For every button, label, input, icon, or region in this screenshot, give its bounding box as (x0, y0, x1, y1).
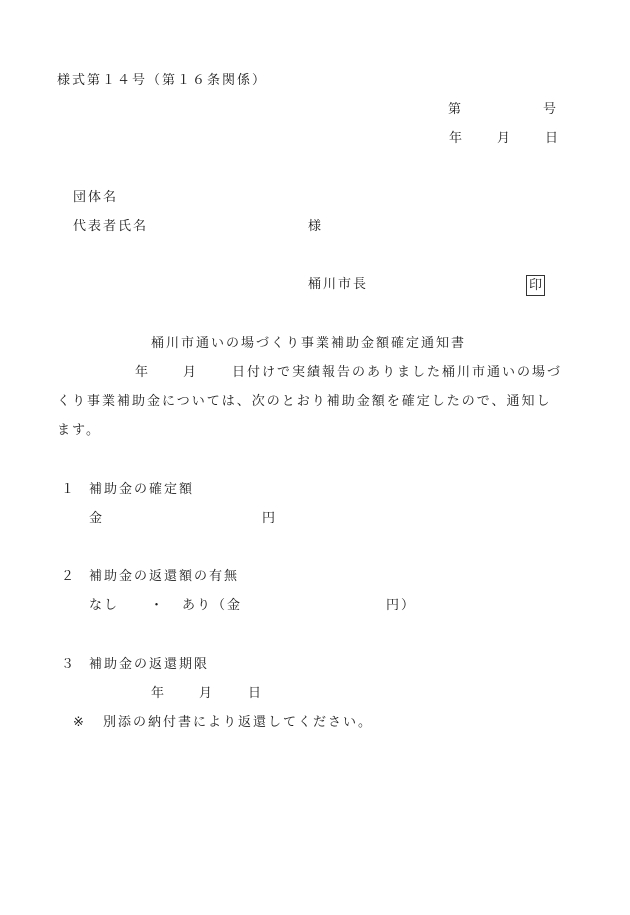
form-label: 様式第１４号（第１６条関係） (57, 73, 268, 88)
seal-stamp: 印 (526, 275, 545, 296)
section2-heading: 補助金の返還額の有無 (89, 569, 240, 584)
body-line2: くり事業補助金については、次のとおり補助金額を確定したので、通知し (57, 394, 552, 409)
section1-heading: 補助金の確定額 (89, 482, 195, 497)
recipient-org-label: 団体名 (73, 190, 119, 205)
body-line3: ます。 (57, 423, 101, 438)
section3-day: 日 (248, 686, 264, 701)
doc-date-month: 月 (497, 131, 513, 146)
section1-unit: 円 (262, 511, 278, 526)
doc-date-year: 年 (449, 131, 465, 146)
section3-heading: 補助金の返還期限 (89, 657, 210, 672)
section1-prefix: 金 (89, 511, 105, 526)
recipient-honorific: 様 (308, 219, 324, 234)
doc-number-suffix: 号 (543, 102, 559, 117)
section1-number: １ (61, 482, 77, 497)
section2-unit: 円） (386, 598, 417, 613)
body-line1: 日付けで実績報告のありました桶川市通いの場づ (232, 365, 563, 380)
section2-number: ２ (61, 569, 77, 584)
recipient-rep-label: 代表者氏名 (73, 219, 149, 234)
section3-year: 年 (151, 686, 167, 701)
body-year: 年 (135, 365, 151, 380)
section2-option-none: なし (89, 598, 120, 613)
section2-separator: ・ (150, 598, 166, 613)
section3-number: ３ (61, 657, 77, 672)
document-title: 桶川市通いの場づくり事業補助金額確定通知書 (151, 336, 467, 351)
sender-name: 桶川市長 (308, 277, 369, 292)
doc-date-day: 日 (545, 131, 561, 146)
section2-option-yes: あり（金 (182, 598, 243, 613)
doc-number-prefix: 第 (448, 102, 464, 117)
section3-month: 月 (199, 686, 215, 701)
section3-note: 別添の納付書により返還してください。 (103, 715, 374, 730)
body-month: 月 (183, 365, 199, 380)
section3-note-mark: ※ (73, 715, 86, 730)
